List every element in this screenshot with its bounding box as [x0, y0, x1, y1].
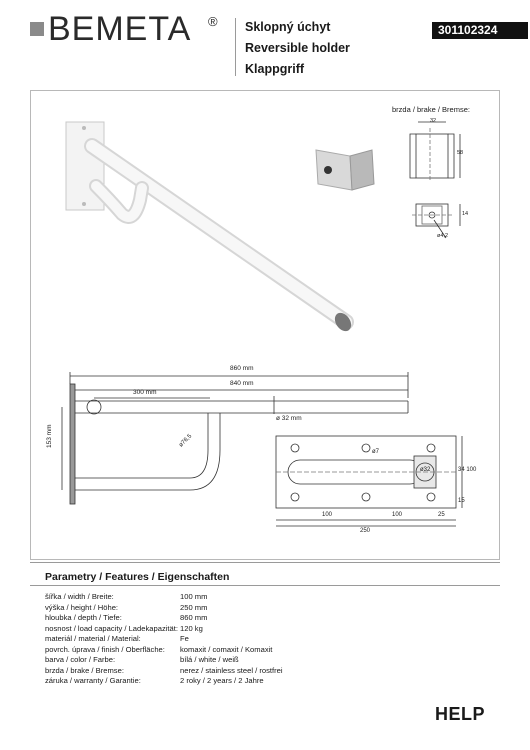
dim-width: 250: [360, 528, 371, 534]
param-row: [45, 634, 485, 645]
param-row: [45, 603, 485, 614]
plate-view: [276, 436, 462, 526]
param-label: šířka / width / Breite:: [45, 592, 114, 601]
param-rule-bottom: [30, 585, 500, 586]
product-code-badge: 301102324: [432, 22, 528, 39]
param-value: 120 kg: [180, 623, 203, 633]
dim-arm-length: 840 mm: [230, 380, 254, 387]
param-label: hloubka / depth / Tiefe:: [45, 613, 122, 622]
params-list: [45, 592, 485, 687]
brake-front-view: [410, 122, 460, 182]
param-value: 100 mm: [180, 592, 208, 601]
brake-top-view: [412, 204, 460, 238]
brake-dim-right: 14: [462, 211, 469, 217]
param-row: [45, 592, 485, 603]
param-value: 860 mm: [180, 613, 208, 622]
param-label: záruka / warranty / Garantie:: [45, 676, 141, 685]
brake-dim-top: 32: [430, 118, 437, 124]
dim-right: 25: [438, 512, 445, 518]
param-rule-top: [30, 562, 500, 563]
registered-mark: ®: [208, 14, 218, 29]
param-row: [45, 645, 485, 656]
dim-bend-radius: ø76,5: [178, 433, 194, 449]
dim-height: 153 mm: [46, 424, 53, 448]
param-label: povrch. úprava / finish / Oberfläche:: [45, 644, 165, 654]
param-label: barva / color / Farbe:: [45, 655, 116, 664]
series-name: HELP: [435, 704, 486, 724]
params-title: Parametry / Features / Eigenschaften: [45, 571, 230, 583]
param-value: komaxit / comaxit / Komaxit: [180, 644, 273, 654]
dim-total-length: 860 mm: [230, 365, 254, 372]
param-value: 250 mm: [180, 602, 208, 612]
brake-dim-side: 58: [457, 150, 464, 156]
param-row: [45, 655, 485, 666]
param-label: nosnost / load capacity / Ladekapazität:: [45, 623, 178, 633]
dim-mid: 100: [392, 512, 403, 518]
param-label: materiál / material / Material:: [45, 634, 141, 643]
param-row: [45, 666, 485, 677]
brake-title: brzda / brake / Bremse:: [392, 105, 470, 114]
dim-hole: ø7: [372, 449, 380, 455]
dim-plate-height: 34 100: [458, 467, 477, 473]
product-render: [66, 122, 354, 334]
brake-dim-diag: ø4,2: [437, 233, 449, 239]
dim-edge: 15: [458, 498, 465, 504]
param-value: 2 roky / 2 years / 2 Jahre: [180, 676, 264, 685]
product-name-cz: Sklopný úchyt: [245, 20, 331, 34]
param-value: Fe: [180, 634, 189, 643]
param-row: [45, 624, 485, 635]
param-row: [45, 613, 485, 624]
dim-pin: ø32: [420, 467, 431, 473]
dim-left: 100: [322, 512, 333, 518]
brake-photo: [316, 150, 374, 190]
param-value: bílá / white / weiß: [180, 655, 239, 664]
param-row: [45, 676, 485, 687]
dim-inner-length: 300 mm: [133, 389, 157, 396]
product-name-de: Klappgriff: [245, 62, 305, 76]
param-label: brzda / brake / Bremse:: [45, 665, 124, 675]
param-label: výška / height / Höhe:: [45, 602, 119, 612]
brand-logo: BEMETA: [48, 10, 192, 48]
product-name-en: Reversible holder: [245, 41, 350, 55]
dim-tube-diameter: ø 32 mm: [276, 415, 302, 422]
param-value: nerez / stainless steel / rostfrei: [180, 665, 283, 675]
